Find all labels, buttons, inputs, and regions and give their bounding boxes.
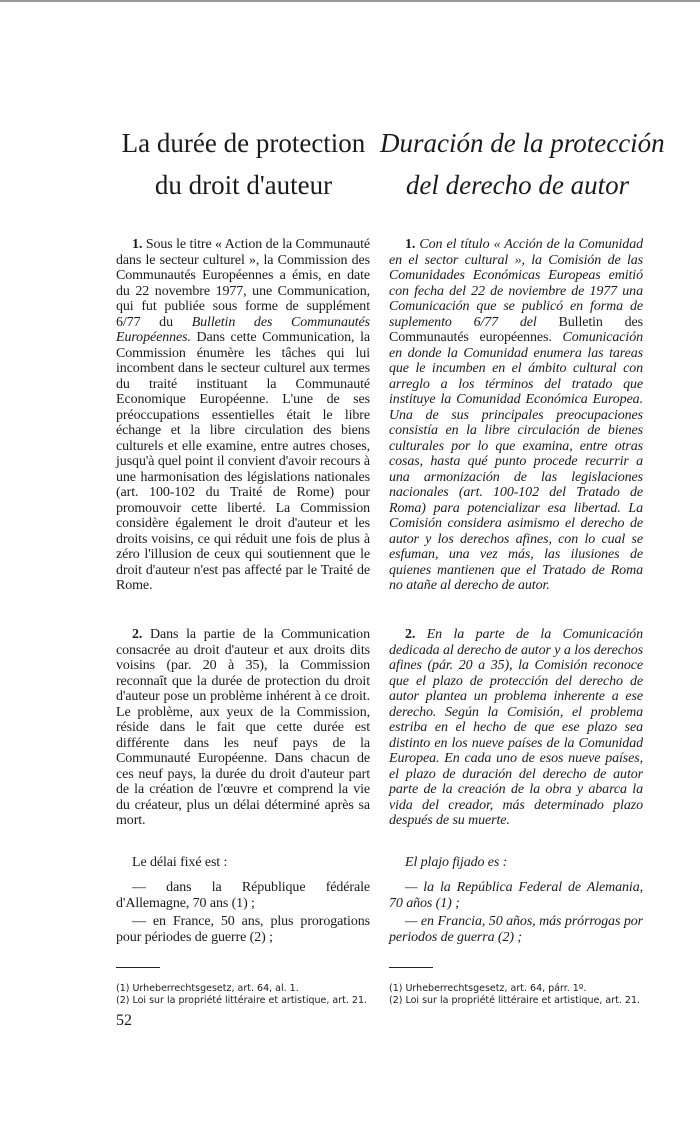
- title-spanish: [380, 122, 665, 206]
- paragraph-text: En la parte de la Comunicación dedicada al derecho de autor y a los derechos afines (pár. 20 a 35), la Comisión reconoce que el plazo de protección del derecho de autor plantea un problema inherente a ese derecho. Según la Comisión, el problema estriba en el hecho de que ese plazo sea distinto en los nueve países de la Comunidad Europea. En cada uno de esos nueve países, el plazo de duración del derecho de autor parte de la creación de la obra y abarca la vida del creador, más determinado plazo después de su muerte.: [389, 627, 643, 828]
- french-paragraph-3: [116, 855, 370, 871]
- paragraph-text: — la la República Federal de Alemania, 70 años (1) ;: [389, 880, 643, 911]
- paragraph-text: El plajo fijado es :: [405, 855, 508, 870]
- spanish-paragraph-4: [389, 880, 643, 911]
- paragraph-number: 1.: [405, 237, 416, 252]
- french-paragraph-2: [116, 627, 370, 829]
- paragraph-text: — en Francia, 50 años, más prórrogas por periodos de guerra (2) ;: [389, 914, 643, 945]
- bulletin-title: Bulletin des Communautés Européennes.: [116, 314, 370, 345]
- title-french-line-2: du droit d'auteur: [154, 170, 333, 200]
- title-spanish-line-1: Duración de la protección: [380, 128, 665, 158]
- paragraph-text: — dans la République fédérale d'Allemagne, 70 ans (1) ;: [116, 880, 370, 911]
- footnotes-french: [116, 983, 370, 1007]
- paragraph-text: Con el título « Acción de la Comunidad en el sector cultural », la Comisión de las Comunidades Económicas Europeas emitió con fecha del 22 de noviembre de 1977 una Comunicación que se publicó en forma de suplemento 6/77 del: [389, 237, 643, 330]
- spanish-paragraph-3: [389, 855, 643, 871]
- spanish-paragraph-2: [389, 627, 643, 829]
- spanish-paragraph-1: [389, 237, 643, 594]
- french-paragraph-1: [116, 237, 370, 594]
- footnote-1: (1) Urheberrechtsgesetz, art. 64, al. 1.: [116, 983, 299, 994]
- footnote-rule-spanish: [389, 967, 433, 968]
- spanish-paragraph-5: [389, 914, 643, 945]
- paragraph-number: 2.: [405, 627, 416, 642]
- paragraph-number: 1.: [132, 237, 143, 252]
- paragraph-number: 2.: [132, 627, 143, 642]
- footnote-2: (2) Loi sur la propriété littéraire et artistique, art. 21.: [389, 995, 641, 1006]
- paragraph-text: Sous le titre « Action de la Communauté dans le secteur culturel », la Commission des Communautés Européennes a émis, en date du 22 novembre 1977, une Communication, qui fut publiée sous forme de supplément 6/77 du: [116, 237, 370, 330]
- title-french-line-1: La durée de protection: [121, 128, 366, 158]
- title-spanish-line-2: del derecho de autor: [405, 170, 630, 200]
- paragraph-text: — en France, 50 ans, plus prorogations pour périodes de guerre (2) ;: [116, 914, 370, 945]
- footnote-rule-french: [116, 967, 160, 968]
- title-french: [106, 122, 381, 206]
- footnote-2: (2) Loi sur la propriété littéraire et artistique, art. 21.: [116, 995, 368, 1006]
- footnote-1: (1) Urheberrechtsgesetz, art. 64, párr. 1º.: [389, 983, 587, 994]
- paragraph-text: Dans cette Communication, la Commission énumère les tâches qui lui incombent dans le secteur culturel aux termes du traité instituant la Communauté Economique Européenne. L'une de ses préoccupations essentielles était le libre échange et la libre circulation des biens culturels et elle examine, entre autres choses, jusqu'à quel point il convient d'avoir recours à une harmonisation des législations nationales (art. 100-102 du Traité de Rome) pour promouvoir cette liberté. La Commission considère également le droit d'auteur et les droits voisins, ce qui réduit une fois de plus à zéro l'illusion de ceux qui soutiennent que le droit d'auteur n'est pas affecté par le Traité de Rome.: [116, 330, 370, 593]
- french-paragraph-5: [116, 914, 370, 945]
- page-number: 52: [116, 1012, 132, 1029]
- french-paragraph-4: [116, 880, 370, 911]
- paragraph-text: Le délai fixé est :: [132, 855, 228, 870]
- bulletin-title: Bulletin des Communautés européennes.: [389, 314, 644, 345]
- top-rule: [0, 0, 700, 2]
- paragraph-text: Comunicación en donde la Comunidad enumera las tareas que le incumben en el ámbito cultural con arreglo a los términos del tratado que instituye la Comunidad Económica Europea. Una de sus principales preocupaciones consistía en la libre circulación de bienes culturales por lo que examina, entre otras cosas, hasta qué punto procede recurrir a una armonización de las legislaciones nacionales (art. 100-102 del Tratado de Roma) para potencializar esa libertad. La Comisión considera asimismo el derecho de autor y los derechos afines, con lo cual se esfuman, una vez más, las ilusiones de quienes mantienen que el Tratado de Roma no atañe al derecho de autor.: [389, 330, 644, 593]
- paragraph-text: Dans la partie de la Communication consacrée au droit d'auteur et aux droits dits voisins (par. 20 à 35), la Commission reconnaît que la durée de protection du droit d'auteur pose un problème inhérent à ce droit. Le problème, aux yeux de la Commission, réside dans le fait que cette durée est différente dans les neuf pays de la Communauté Européenne. Dans chacun de ces neuf pays, la durée du droit d'auteur part de la création de l'œuvre et comprend la vie du créateur, plus un délai déterminé après sa mort.: [116, 627, 370, 828]
- footnotes-spanish: [389, 983, 643, 1007]
